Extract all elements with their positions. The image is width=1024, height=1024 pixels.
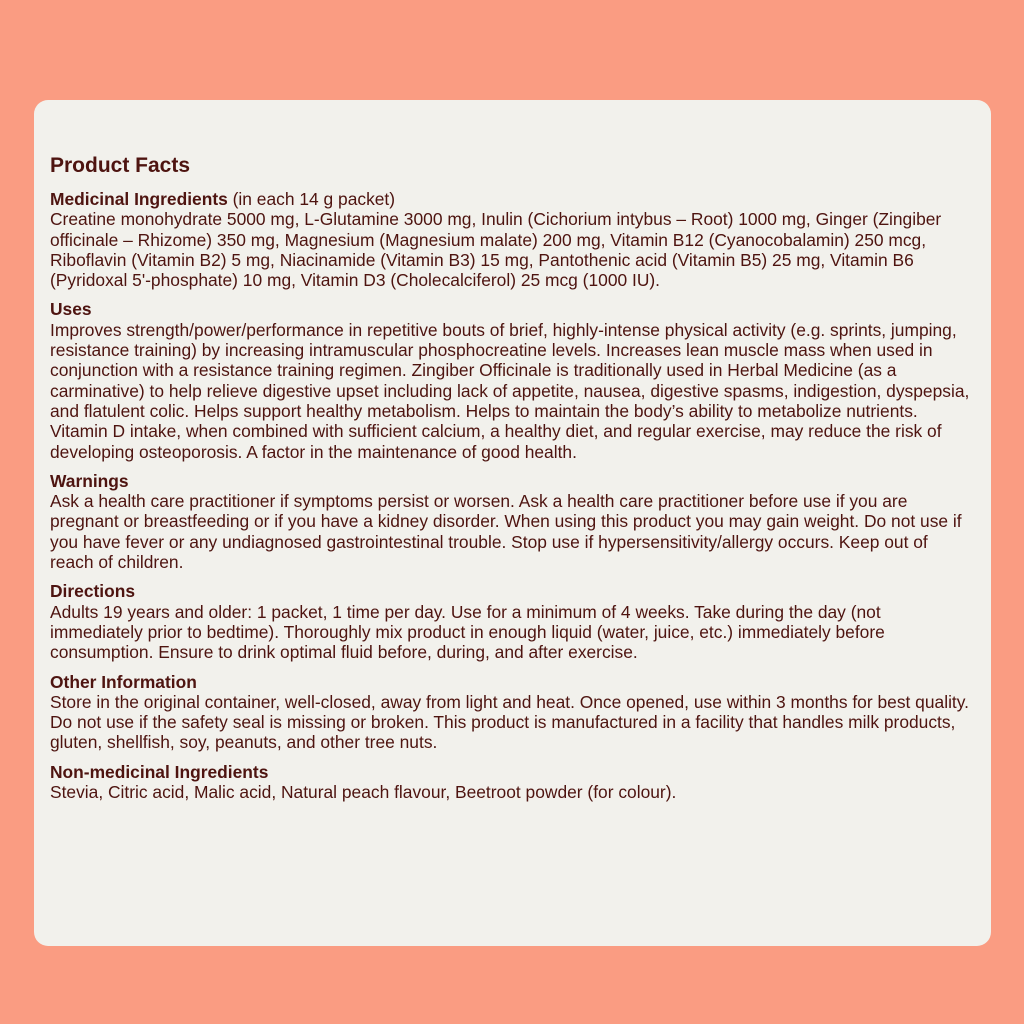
section-body: Creatine monohydrate 5000 mg, L-Glutamine 3000 mg, Inulin (Cichorium intybus – Root) 1000 mg, Ginger (Zingiber officinale – Rhizome) 350 mg, Magnesium (Magnesium malate) 200 mg, Vitamin B12 (Cyanocobalamin) 250 mcg, Riboflavin (Vitamin B2) 5 mg, Niacinamide (Vitamin B3) 15 mg, Pantothenic acid (Vitamin B5) 25 mg, Vitamin B6 (Pyridoxal 5'-phosphate) 10 mg, Vitamin D3 (Cholecalciferol) 25 mcg (1000 IU). — [50, 209, 942, 291]
product-facts-panel — [34, 100, 991, 946]
panel-title: Product Facts — [50, 154, 191, 177]
section-non-medicinal-ingredients — [50, 762, 975, 803]
section-body: Improves strength/power/performance in repetitive bouts of brief, highly-intense physical activity (e.g. sprints, jumping, resistance training) by increasing intramuscular phosphocreatine levels. Increases lean muscle mass when used in conjunction with a resistance training regimen. Zingiber Officinale is traditionally used in Herbal Medicine (as a carminative) to help relieve digestive upset including lack of appetite, nausea, digestive spasms, indigestion, dyspepsia, and flatulent colic. Helps support healthy metabolism. Helps to maintain the body’s ability to metabolize nutrients. Vitamin D intake, when combined with sufficient calcium, a healthy diet, and regular exercise, may reduce the risk of developing osteoporosis. A factor in the maintenance of good health. — [50, 319, 970, 462]
section-body: Store in the original container, well-closed, away from light and heat. Once opened, use within 3 months for best quality. Do not use if the safety seal is missing or broken. This product is manufactured in a facility that handles milk products, gluten, shellfish, soy, peanuts, and other tree nuts. — [50, 691, 969, 753]
section-heading-note: (in each 14 g packet) — [227, 189, 396, 209]
section-heading: Uses — [50, 299, 92, 320]
section-warnings — [50, 471, 975, 572]
section-heading: Other Information — [50, 671, 197, 692]
section-heading: Warnings — [50, 470, 129, 491]
section-body: Ask a health care practitioner if symptoms persist or worsen. Ask a health care practitioner before use if you are pregnant or breastfeeding or if you have a kidney disorder. When using this product you may gain weight. Do not use if you have fever or any undiagnosed gastrointestinal trouble. Stop use if hypersensitivity/allergy occurs. Keep out of reach of children. — [50, 491, 962, 573]
section-medicinal-ingredients — [50, 189, 975, 290]
section-uses — [50, 299, 975, 461]
section-directions — [50, 581, 975, 662]
section-heading: Non-medicinal Ingredients — [50, 761, 269, 782]
section-heading: Medicinal Ingredients — [50, 189, 228, 209]
section-heading: Directions — [50, 581, 136, 602]
section-header — [50, 189, 975, 209]
section-other-information — [50, 672, 975, 753]
section-body: Adults 19 years and older: 1 packet, 1 time per day. Use for a minimum of 4 weeks. Take during the day (not immediately prior to bedtime). Thoroughly mix product in enough liquid (water, juice, etc.) immediately before consumption. Ensure to drink optimal fluid before, during, and after exercise. — [50, 601, 885, 663]
section-body: Stevia, Citric acid, Malic acid, Natural peach flavour, Beetroot powder (for colour). — [50, 782, 677, 803]
